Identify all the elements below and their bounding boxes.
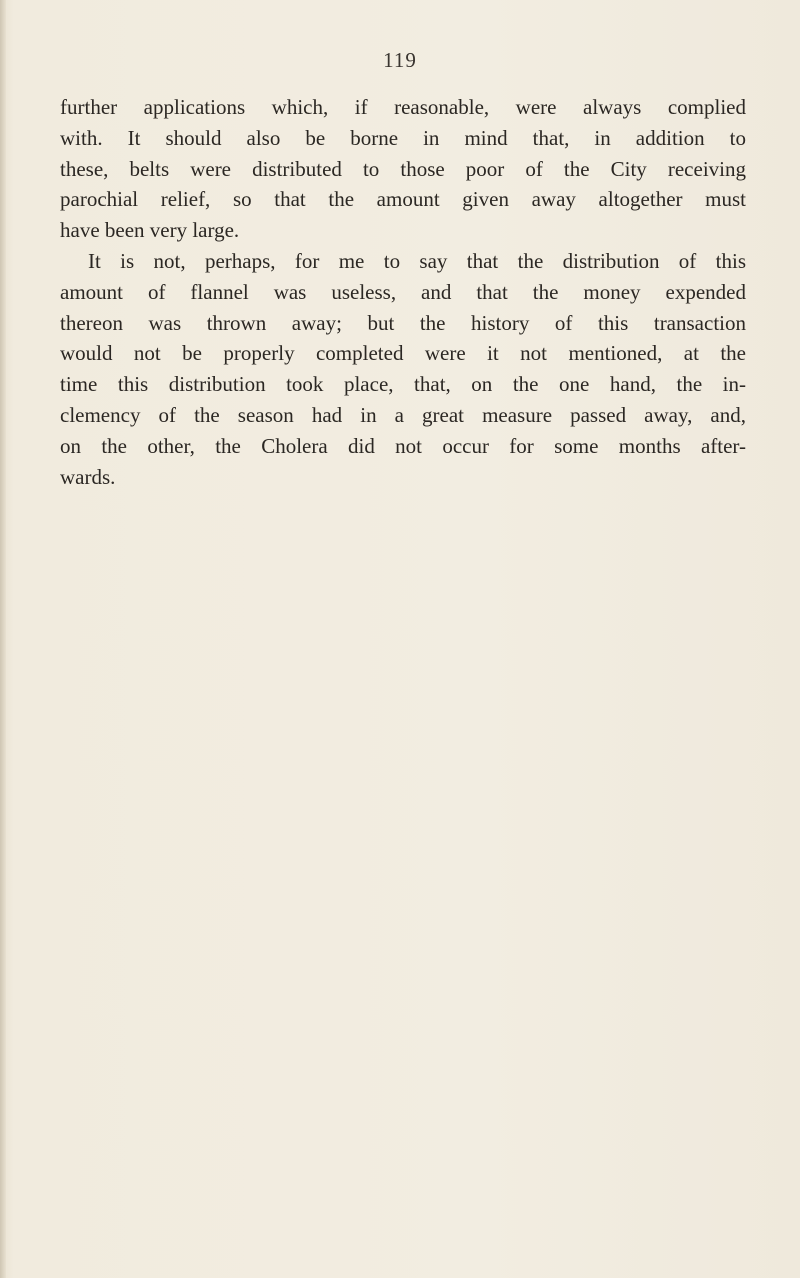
paragraph-line: parochial relief, so that the amount given away altogether must	[60, 187, 746, 212]
paragraph-line: amount of flannel was useless, and that the money expended	[60, 279, 746, 304]
page-number: 119	[383, 48, 417, 72]
page-spine-edge	[0, 0, 6, 1278]
paragraph-line: time this distribution took place, that, on the one hand, the in-	[60, 372, 746, 397]
paragraph-line: have been very large.	[60, 218, 240, 243]
paragraph-line: clemency of the season had in a great measure passed away, and,	[60, 402, 746, 427]
body-text	[60, 92, 746, 492]
paragraph-line: these, belts were distributed to those poor of the City receiving	[60, 156, 746, 181]
paragraph-line: further applications which, if reasonable, were always complied	[60, 95, 746, 119]
paragraph-line: thereon was thrown away; but the history of this transaction	[60, 310, 746, 335]
paragraph-line: would not be properly completed were it not mentioned, at the	[60, 341, 746, 366]
paragraph-line: on the other, the Cholera did not occur for some months after-	[60, 433, 746, 458]
paragraph-line: with. It should also be borne in mind that, in addition to	[60, 125, 746, 150]
paragraph-line: It is not, perhaps, for me to say that the distribution of this	[88, 248, 746, 273]
paragraph-line: wards.	[60, 464, 116, 489]
